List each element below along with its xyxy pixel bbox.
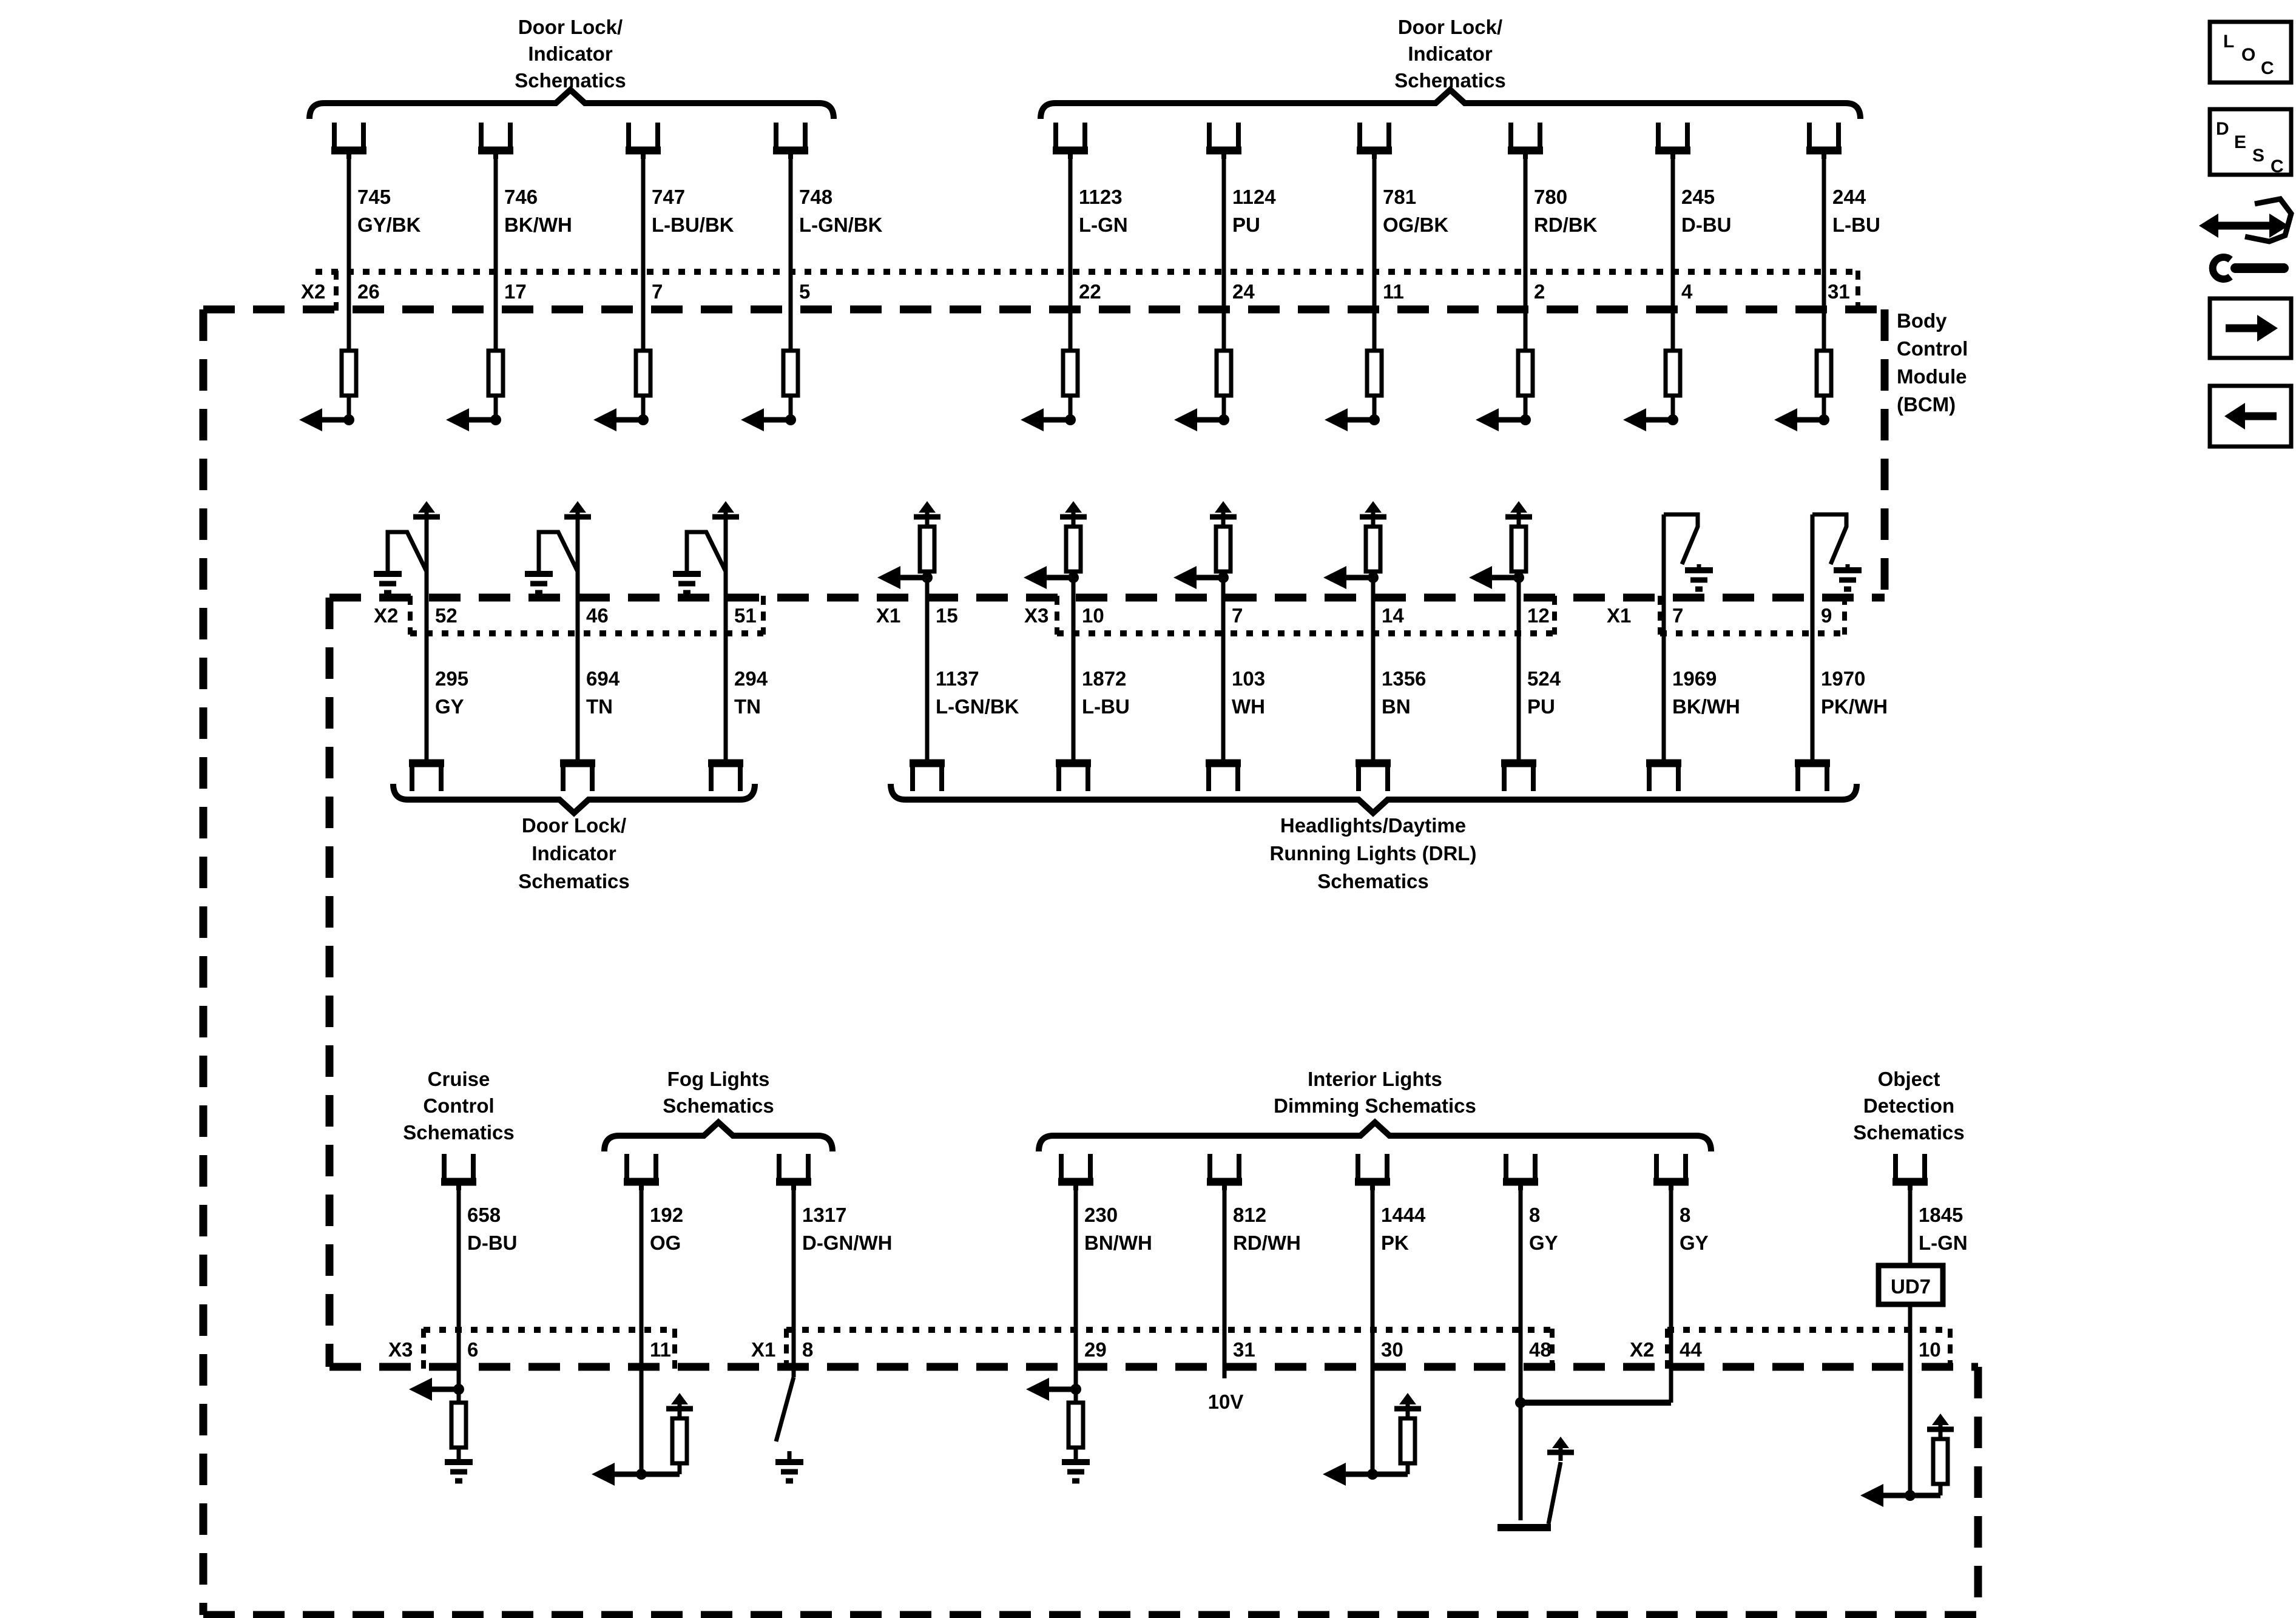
sidebar [2199, 22, 2291, 447]
svg-text:1137: 1137 [936, 667, 979, 690]
voltage-label: 10V [1207, 1390, 1244, 1413]
resistor-icon [920, 527, 934, 571]
svg-text:8: 8 [1529, 1204, 1541, 1226]
resistor-icon [1367, 351, 1382, 396]
switch-icon [1548, 1462, 1561, 1524]
svg-text:D-BU: D-BU [467, 1232, 518, 1254]
svg-text:PU: PU [1232, 214, 1260, 236]
svg-text:TN: TN [734, 695, 761, 718]
svg-text:BK/WH: BK/WH [504, 214, 572, 236]
wire-column-1872 [1024, 501, 1130, 791]
switch-icon [1812, 514, 1846, 564]
svg-text:Schematics: Schematics [403, 1121, 515, 1144]
wire-column-1317 [775, 1154, 892, 1481]
connector-label: X2 [1630, 1338, 1655, 1361]
svg-text:PK/WH: PK/WH [1821, 695, 1888, 718]
svg-text:GY/BK: GY/BK [357, 214, 421, 236]
svg-text:BK/WH: BK/WH [1672, 695, 1740, 718]
section-title-object-detection [1853, 1068, 1964, 1144]
sidebar-item-connector-tool[interactable] [2199, 199, 2291, 279]
svg-text:BN: BN [1382, 695, 1411, 718]
terminal-icon [1795, 763, 1830, 791]
svg-text:Dimming Schematics: Dimming Schematics [1274, 1094, 1476, 1117]
svg-text:1845: 1845 [1919, 1204, 1963, 1226]
option-code: UD7 [1890, 1275, 1931, 1298]
switch-icon [687, 532, 726, 574]
svg-text:PU: PU [1527, 695, 1555, 718]
svg-text:781: 781 [1383, 186, 1417, 208]
wire-column-294 [673, 501, 768, 791]
brace [1039, 1122, 1711, 1151]
switch-icon [539, 532, 578, 574]
wire-column-694 [525, 501, 620, 791]
desc-letter: E [2234, 132, 2247, 152]
wire-column-1444 [1323, 1154, 1426, 1486]
connector-label: X1 [876, 604, 901, 627]
svg-text:BN/WH: BN/WH [1084, 1232, 1152, 1254]
pin-number: 48 [1529, 1338, 1551, 1361]
svg-text:780: 780 [1534, 186, 1568, 208]
terminal-icon [1508, 123, 1543, 159]
ground-icon [775, 1462, 803, 1481]
pin-number: 24 [1232, 280, 1255, 303]
desc-letter: C [2271, 157, 2284, 177]
resistor-icon [1216, 527, 1231, 571]
svg-text:Control: Control [423, 1094, 495, 1117]
pin-number: 26 [357, 280, 380, 303]
switch-icon [1664, 514, 1698, 564]
terminal-icon [624, 1154, 659, 1190]
terminal-icon [1058, 1154, 1093, 1190]
terminal-icon [1893, 1154, 1928, 1190]
wire-column-1969 [1646, 514, 1740, 791]
pin-number: 4 [1681, 280, 1693, 303]
svg-text:524: 524 [1527, 667, 1561, 690]
svg-text:RD/WH: RD/WH [1233, 1232, 1301, 1254]
pin-number: 52 [435, 604, 458, 627]
pin-number: 5 [799, 280, 811, 303]
pin-number: 51 [734, 604, 757, 627]
pin-number: 31 [1828, 280, 1850, 303]
signal-arrow-icon [409, 1378, 464, 1401]
terminal-icon [1206, 123, 1241, 159]
svg-text:Detection: Detection [1863, 1094, 1955, 1117]
svg-text:Headlights/Daytime: Headlights/Daytime [1280, 814, 1467, 837]
resistor-icon [488, 351, 503, 396]
brace [891, 784, 1857, 813]
ground-icon [445, 1462, 473, 1481]
svg-text:Schematics: Schematics [663, 1094, 774, 1117]
resistor-icon [1063, 351, 1078, 396]
connector-row-middle [374, 596, 1845, 635]
resistor-icon [451, 1403, 466, 1448]
svg-text:1356: 1356 [1382, 667, 1427, 690]
svg-text:294: 294 [734, 667, 768, 690]
svg-text:L-GN: L-GN [1079, 214, 1128, 236]
signal-arrow-icon [1323, 1463, 1378, 1486]
svg-text:Running Lights (DRL): Running Lights (DRL) [1269, 842, 1477, 865]
resistor-icon [1217, 351, 1231, 396]
svg-text:OG/BK: OG/BK [1383, 214, 1449, 236]
wire-column-245 [1623, 123, 1731, 431]
wire-column-524 [1469, 501, 1561, 791]
pin-number: 44 [1680, 1338, 1702, 1361]
svg-text:192: 192 [650, 1204, 684, 1226]
pin-number: 10 [1919, 1338, 1941, 1361]
svg-text:Fog Lights: Fog Lights [667, 1068, 770, 1090]
svg-text:694: 694 [586, 667, 620, 690]
terminal-icon [1501, 763, 1536, 791]
section-title-headlights-drl [891, 784, 1857, 892]
svg-text:244: 244 [1832, 186, 1866, 208]
terminal-icon [1053, 123, 1088, 159]
svg-text:230: 230 [1084, 1204, 1118, 1226]
pin-number: 15 [936, 604, 958, 627]
voltage-arrow-icon [1547, 1437, 1574, 1461]
svg-text:L-BU: L-BU [1082, 695, 1130, 718]
ground-icon [374, 574, 402, 593]
svg-text:RD/BK: RD/BK [1534, 214, 1598, 236]
ground-icon [1685, 570, 1713, 589]
resistor-icon [1511, 527, 1526, 571]
signal-arrow-icon [1860, 1484, 1916, 1507]
signal-arrow-icon [1021, 408, 1076, 431]
signal-arrow-icon [446, 408, 501, 431]
terminal-icon [560, 763, 595, 791]
signal-arrow-icon [592, 1463, 647, 1486]
svg-text:Schematics: Schematics [518, 870, 630, 892]
connector-tool-icon [2199, 199, 2291, 279]
loc-letter: O [2241, 45, 2256, 65]
svg-text:Door Lock/: Door Lock/ [521, 814, 627, 837]
wire-column-1137 [877, 501, 1019, 791]
voltage-arrow-icon [1927, 1414, 1954, 1438]
svg-text:1317: 1317 [802, 1204, 847, 1226]
svg-text:Interior Lights: Interior Lights [1308, 1068, 1442, 1090]
svg-text:Schematics: Schematics [1317, 870, 1429, 892]
signal-arrow-icon [593, 408, 649, 431]
signal-arrow-icon [1174, 408, 1229, 431]
voltage-arrow-icon [666, 1393, 693, 1417]
svg-text:GY: GY [1529, 1232, 1558, 1254]
svg-text:Schematics: Schematics [515, 69, 626, 92]
svg-text:658: 658 [467, 1204, 501, 1226]
terminal-icon [1206, 763, 1241, 791]
svg-text:Schematics: Schematics [1853, 1121, 1965, 1144]
pin-number: 17 [504, 280, 527, 303]
resistor-icon [783, 351, 798, 396]
pin-number: 2 [1534, 280, 1545, 303]
svg-text:D-GN/WH: D-GN/WH [802, 1232, 893, 1254]
svg-text:1123: 1123 [1079, 186, 1123, 208]
wire-column-745 [299, 123, 421, 431]
brace [309, 90, 834, 119]
signal-arrow-icon [1476, 408, 1531, 431]
connector-label: X3 [1024, 604, 1049, 627]
terminal-icon [708, 763, 743, 791]
bcm-label: Body Control Module (BCM) [1897, 309, 1968, 416]
pin-number: 11 [650, 1338, 671, 1361]
wire-column-658 [409, 1154, 517, 1481]
svg-text:812: 812 [1233, 1204, 1267, 1226]
svg-text:L-GN: L-GN [1919, 1232, 1968, 1254]
svg-text:103: 103 [1232, 667, 1266, 690]
svg-text:748: 748 [799, 186, 833, 208]
pin-number: 46 [586, 604, 609, 627]
svg-text:245: 245 [1681, 186, 1715, 208]
terminal-icon [441, 1154, 476, 1190]
resistor-icon [1817, 351, 1831, 396]
connector-row-bottom [388, 1329, 1950, 1369]
svg-text:WH: WH [1232, 695, 1265, 718]
brace [604, 1122, 832, 1151]
terminal-icon [776, 1154, 811, 1190]
svg-text:1444: 1444 [1381, 1204, 1426, 1226]
ground-icon [673, 574, 701, 593]
svg-text:Indicator: Indicator [532, 842, 616, 865]
terminal-icon [1207, 1154, 1242, 1190]
terminal-icon [1646, 763, 1681, 791]
section-title-interior-lights [1039, 1068, 1711, 1151]
svg-text:8: 8 [1680, 1204, 1691, 1226]
svg-text:Indicator: Indicator [528, 42, 613, 65]
svg-text:D-BU: D-BU [1681, 214, 1732, 236]
wire-column-812 [1207, 1154, 1301, 1413]
terminal-icon [1503, 1154, 1538, 1190]
terminal-icon [409, 763, 444, 791]
resistor-icon [1366, 527, 1380, 571]
terminal-icon [1653, 1154, 1689, 1190]
terminal-icon [331, 123, 366, 159]
pin-number: 31 [1233, 1338, 1255, 1361]
ground-icon [525, 574, 553, 593]
resistor-icon [1400, 1418, 1415, 1463]
resistor-icon [1518, 351, 1533, 396]
svg-text:GY: GY [1680, 1232, 1709, 1254]
wire-column-1970 [1795, 514, 1888, 791]
terminal-icon [1357, 123, 1392, 159]
svg-text:745: 745 [357, 186, 391, 208]
brace [1041, 90, 1860, 119]
pin-number: 9 [1821, 604, 1832, 627]
connector-label: X1 [751, 1338, 776, 1361]
pin-number: 30 [1381, 1338, 1403, 1361]
signal-arrow-icon [1623, 408, 1678, 431]
svg-text:TN: TN [586, 695, 613, 718]
pin-number: 7 [1232, 604, 1243, 627]
resistor-icon [672, 1418, 687, 1463]
connector-label: X2 [374, 604, 399, 627]
pin-number: 11 [1383, 280, 1404, 303]
svg-text:295: 295 [435, 667, 469, 690]
pin-number: 22 [1079, 280, 1101, 303]
terminal-icon [910, 763, 945, 791]
desc-letter: D [2216, 119, 2229, 139]
svg-text:1872: 1872 [1082, 667, 1127, 690]
wire-column-1356 [1323, 501, 1426, 791]
wire-column-295 [374, 501, 468, 791]
terminal-icon [1806, 123, 1842, 159]
svg-text:Schematics: Schematics [1394, 69, 1506, 92]
sidebar-item-back[interactable] [2210, 386, 2291, 447]
ground-icon [1062, 1462, 1090, 1481]
desc-letter: S [2252, 146, 2265, 166]
resistor-icon [342, 351, 356, 396]
pin-number: 7 [1672, 604, 1684, 627]
wire-column-244 [1774, 123, 1880, 431]
resistor-icon [1069, 1403, 1083, 1448]
switch-icon [776, 1377, 794, 1441]
resistor-icon [1666, 351, 1680, 396]
svg-text:L-BU/BK: L-BU/BK [652, 214, 734, 236]
loc-letter: L [2223, 32, 2235, 52]
terminal-icon [1356, 763, 1391, 791]
terminal-icon [1355, 1154, 1390, 1190]
svg-text:Door Lock/: Door Lock/ [518, 16, 623, 38]
connector-row-top [301, 271, 1858, 311]
wire-column-781 [1325, 123, 1448, 431]
svg-text:746: 746 [504, 186, 538, 208]
signal-arrow-icon [1026, 1378, 1081, 1401]
wire-column-103 [1173, 501, 1265, 791]
svg-text:Door Lock/: Door Lock/ [1397, 16, 1503, 38]
signal-arrow-icon [741, 408, 796, 431]
svg-text:Cruise: Cruise [427, 1068, 490, 1090]
signal-arrow-icon [1325, 408, 1380, 431]
pin-number: 6 [467, 1338, 479, 1361]
terminal-icon [1655, 123, 1690, 159]
pin-number: 8 [802, 1338, 814, 1361]
svg-text:PK: PK [1381, 1232, 1409, 1254]
wire-column-1123 [1021, 123, 1128, 431]
switch-icon [388, 532, 427, 574]
svg-text:L-GN/BK: L-GN/BK [799, 214, 883, 236]
terminal-icon [773, 123, 808, 159]
pin-number: 14 [1382, 604, 1404, 627]
sidebar-item-forward[interactable] [2210, 298, 2291, 358]
signal-arrow-icon [299, 408, 354, 431]
connector-label: X3 [388, 1338, 413, 1361]
wire-column-748 [741, 123, 883, 431]
brace [393, 784, 755, 813]
svg-text:L-BU: L-BU [1832, 214, 1880, 236]
section-title-door-lock-middle [393, 784, 755, 892]
resistor-icon [1066, 527, 1081, 571]
wire-column-747 [593, 123, 734, 431]
loc-letter: C [2261, 58, 2274, 78]
section-title-cruise-control [403, 1068, 514, 1144]
svg-text:747: 747 [652, 186, 686, 208]
svg-text:1124: 1124 [1232, 186, 1276, 208]
terminal-icon [626, 123, 661, 159]
pin-number: 7 [652, 280, 663, 303]
svg-text:Indicator: Indicator [1408, 42, 1493, 65]
resistor-icon [636, 351, 650, 396]
section-title-fog-lights [604, 1068, 832, 1151]
wire-column-1124 [1174, 123, 1276, 431]
section-title-door-lock-top-right [1041, 16, 1860, 119]
wire-column-192 [592, 1154, 693, 1486]
wire-column-230 [1026, 1154, 1152, 1481]
signal-arrow-icon [1774, 408, 1829, 431]
svg-text:1969: 1969 [1672, 667, 1717, 690]
wire-column-746 [446, 123, 572, 431]
terminal-icon [478, 123, 513, 159]
pin-number: 10 [1082, 604, 1104, 627]
sidebar-item-desc[interactable] [2210, 109, 2291, 177]
connector-label: X2 [301, 280, 326, 303]
sidebar-item-loc[interactable] [2210, 22, 2291, 83]
svg-text:L-GN/BK: L-GN/BK [936, 695, 1019, 718]
connector-label: X1 [1607, 604, 1632, 627]
svg-text:Object: Object [1877, 1068, 1940, 1090]
pin-number: 29 [1084, 1338, 1107, 1361]
voltage-arrow-icon [1394, 1393, 1421, 1417]
bcm-outline [203, 309, 1978, 1615]
ground-icon [1834, 570, 1862, 589]
svg-text:GY: GY [435, 695, 464, 718]
section-title-door-lock-top-left [309, 16, 834, 119]
terminal-icon [1056, 763, 1091, 791]
resistor-icon [1933, 1439, 1948, 1484]
pin-number: 12 [1527, 604, 1550, 627]
svg-text:1970: 1970 [1821, 667, 1866, 690]
wire-column-780 [1476, 123, 1598, 431]
svg-text:OG: OG [650, 1232, 681, 1254]
